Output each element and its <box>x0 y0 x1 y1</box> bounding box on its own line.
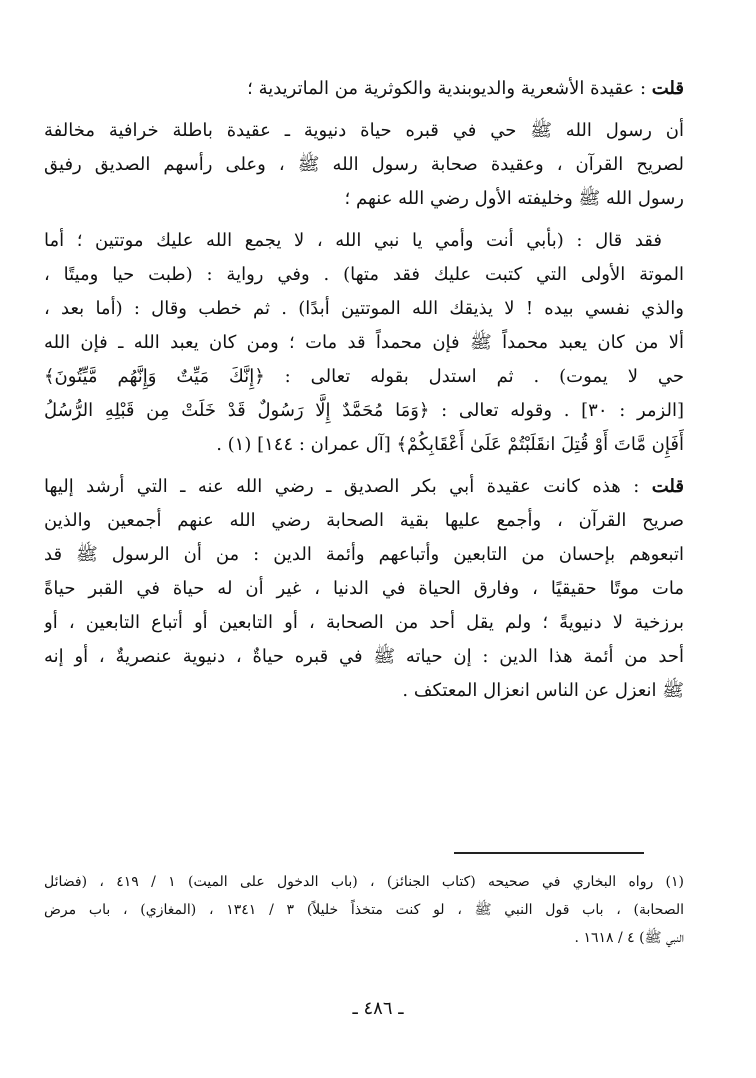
text-line: أحد من أئمة هذا الدين : إن حياته ﷺ في قبره حياةٌ ، دنيوية عنصريةٌ ، أو إنه <box>44 646 684 667</box>
text-line: صريح القرآن ، وأجمع عليها بقية الصحابة رضي الله عنهم أجمعين والذين <box>44 510 684 531</box>
text-line: الموتة الأولى التي كتبت عليك فقد متها) . وفي رواية : (طبت حيا وميتًا ، <box>44 264 684 285</box>
text-line: مات موتًا حقيقيًا ، وفارق الحياة في الدنيا ، غير أن له حياة في القبر حياةً <box>44 578 684 599</box>
lead-word: قلت <box>651 78 684 99</box>
quran-verse-line: أَفَإِن مَّاتَ أَوْ قُتِلَ انقَلَبْتُمْ عَلَىٰ أَعْقَابِكُمْ﴾ [آل عمران : ١٤٤] (١) . <box>216 434 684 455</box>
text-line: رسول الله ﷺ وخليفته الأول رضي الله عنهم ؛ <box>344 188 684 209</box>
quran-verse-line: حي لا يموت) . ثم استدل بقوله تعالى : ﴿إِنَّكَ مَيِّتٌ وَإِنَّهُم مَّيِّتُونَ﴾ <box>44 366 684 387</box>
text-line: أن رسول الله ﷺ حي في قبره حياة دنيوية ـ عقيدة باطلة خرافية مخالفة <box>44 120 684 141</box>
text-line: ﷺ انعزل عن الناس انعزال المعتكف . <box>402 680 684 701</box>
main-text <box>44 72 684 708</box>
page-number: ـ ٤٨٦ ـ <box>352 998 404 1019</box>
text-line: برزخية لا دنيويةً ؛ ولم يقل أحد من الصحابة ، أو التابعين أو أتباع التابعين ، أو <box>44 612 684 633</box>
text-line: اتبعوهم بإحسان من التابعين وأتباعهم وأئمة الدين : من أن الرسول ﷺ قد <box>44 544 684 565</box>
text-line: قلت : عقيدة الأشعرية والديوبندية والكوثرية من الماتريدية ؛ <box>247 78 684 99</box>
text-line: فقد قال : (بأبي أنت وأمي يا نبي الله ، لا يجمع الله عليك موتتين ؛ أما <box>44 230 662 251</box>
footnote-line: الصحابة) ، باب قول النبي ﷺ ، لو كنت متخذاً خليلاً) ٣ / ١٣٤١ ، (المغازي) ، باب مرض <box>44 902 684 918</box>
text-line: قلت : هذه كانت عقيدة أبي بكر الصديق ـ رضي الله عنه ـ التي أرشد إليها <box>44 476 684 497</box>
footnote-divider <box>454 852 644 854</box>
footnote-line: النبي ﷺ) ٤ / ١٦١٨ . <box>574 930 684 946</box>
text-line: ألا من كان يعبد محمداً ﷺ فإن محمداً قد مات ؛ ومن كان يعبد الله ـ فإن الله <box>44 332 684 353</box>
quran-verse-line: [الزمر : ٣٠] . وقوله تعالى : ﴿وَمَا مُحَمَّدٌ إِلَّا رَسُولٌ قَدْ خَلَتْ مِن قَبْلِهِ الرُّسُلُ <box>44 400 684 421</box>
text-line: لصريح القرآن ، وعقيدة صحابة رسول الله ﷺ ، وعلى رأسهم الصديق رفيق <box>44 154 684 175</box>
footnotes <box>44 868 684 952</box>
text-line: والذي نفسي بيده ! لا يذيقك الله الموتتين أبدًا) . ثم خطب وقال : (أما بعد ، <box>44 298 684 319</box>
footnote-line: (١) رواه البخاري في صحيحه (كتاب الجنائز) ، (باب الدخول على الميت) ١ / ٤١٩ ، (فضائل <box>44 874 684 890</box>
lead-word: قلت <box>651 476 684 497</box>
